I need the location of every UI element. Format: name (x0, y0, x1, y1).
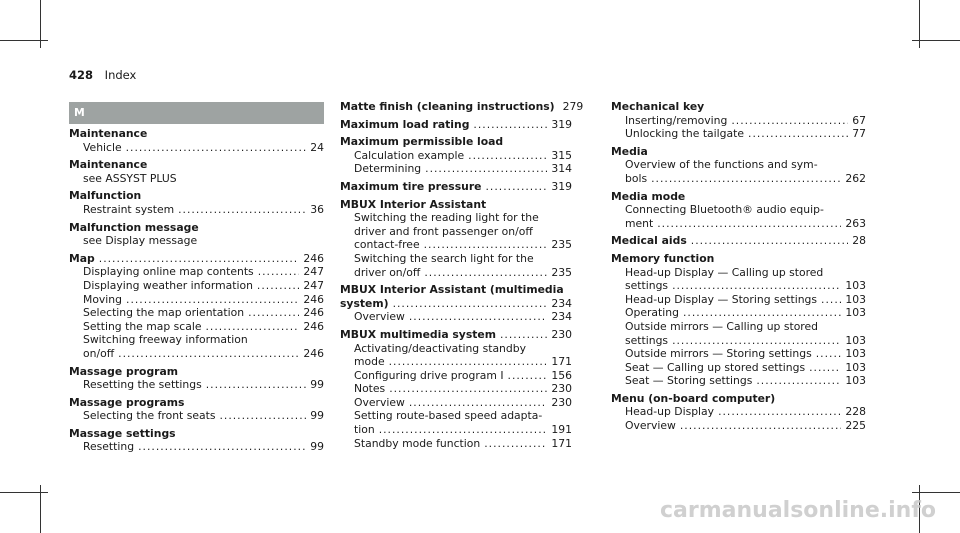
subentry-text: Resetting (83, 440, 135, 454)
index-entry (69, 396, 324, 423)
index-subentry (69, 265, 324, 279)
index-entry-heading (69, 127, 324, 141)
index-subentry (340, 342, 572, 356)
entries (340, 100, 584, 450)
subentry-text: driver and front passenger on/off (354, 224, 533, 238)
subentry-text: Displaying weather information (83, 278, 253, 292)
index-column-3 (611, 100, 866, 437)
subentry-text: tion (354, 423, 375, 437)
page-ref[interactable]: 235 (551, 238, 572, 252)
leader-dots (672, 334, 841, 348)
crop-mark (912, 492, 960, 493)
leader-dots (473, 118, 547, 132)
subentry-text: Head-up Display — Calling up stored (625, 265, 824, 279)
page-ref[interactable]: 235 (551, 265, 572, 279)
leader-dots (393, 297, 548, 311)
subentry-text: Notes (354, 382, 386, 396)
index-subentry (611, 334, 866, 348)
index-entry (611, 145, 866, 186)
leader-dots (748, 127, 848, 141)
subentry-text: on/off (83, 346, 115, 360)
leader-dots (389, 355, 548, 369)
index-subentry (340, 310, 572, 324)
page-header (69, 68, 136, 82)
heading-text: Maximum permissible load (340, 135, 504, 149)
index-subentry (340, 225, 572, 239)
index-subentry (340, 252, 572, 266)
page-ref[interactable]: 246 (303, 346, 324, 360)
page-ref[interactable]: 230 (551, 327, 572, 341)
page-ref[interactable]: 246 (303, 251, 324, 265)
subentry-text: Displaying online map contents (83, 265, 254, 279)
index-subentry (69, 347, 324, 361)
page-ref[interactable]: 230 (551, 382, 572, 396)
page-number: 428 (69, 68, 94, 82)
index-entry (611, 234, 866, 248)
page-ref[interactable]: 99 (310, 409, 324, 423)
index-subentry (340, 355, 572, 369)
page-title: Index (104, 68, 137, 82)
page-ref[interactable]: 234 (551, 310, 572, 324)
subentry-text: Unlocking the tailgate (625, 127, 745, 141)
index-entry (611, 392, 866, 433)
index-subentry (340, 149, 572, 163)
index-subentry (611, 405, 866, 419)
leader-dots (409, 396, 548, 410)
subentry-text: Outside mirrors — Storing settings (625, 347, 812, 361)
leader-dots (178, 203, 306, 217)
leader-dots (126, 293, 299, 307)
leader-dots (809, 361, 841, 375)
heading-text: Maximum load rating (340, 117, 470, 131)
subentry-text: Determining (354, 162, 422, 176)
index-subentry (69, 440, 324, 454)
heading-text: Massage program (69, 364, 179, 378)
index-entry (340, 135, 572, 176)
page-ref[interactable]: 314 (551, 162, 572, 176)
page-ref[interactable]: 77 (852, 127, 866, 141)
subentry-text: Switching the search light for the (354, 251, 534, 265)
index-subentry (340, 238, 572, 252)
subentry-text: Selecting the front seats (83, 409, 216, 423)
page-ref[interactable]: 246 (303, 306, 324, 320)
index-subentry (611, 217, 866, 231)
subentry-text: Overview (354, 310, 405, 324)
page-ref[interactable]: 319 (551, 179, 572, 193)
subentry-text: Seat — Storing settings (625, 374, 753, 388)
heading-text: Maintenance (69, 127, 148, 140)
index-entry (69, 252, 324, 361)
index-entry (69, 221, 324, 248)
subentry-text: Switching freeway information (83, 333, 248, 347)
index-subentry (69, 293, 324, 307)
index-subentry (611, 203, 866, 217)
heading-text: Media mode (611, 189, 686, 203)
heading-text: Massage programs (69, 395, 185, 409)
page-ref[interactable]: 191 (551, 423, 572, 437)
index-subentry (611, 419, 866, 433)
watermark: carmanualsonline.info (660, 498, 936, 523)
index-subentry (611, 320, 866, 334)
leader-dots (389, 382, 547, 396)
index-subentry (611, 266, 866, 280)
page-ref[interactable]: 234 (551, 296, 572, 310)
heading-text: system) (340, 296, 389, 310)
index-entry-heading (69, 427, 324, 441)
page-ref[interactable]: 103 (845, 360, 866, 374)
index-entry-heading (340, 100, 584, 114)
index-entry (340, 100, 584, 114)
subentry-text: Restraint system (83, 202, 175, 216)
leader-dots (258, 265, 300, 279)
page-ref[interactable]: 103 (845, 347, 866, 361)
page-ref[interactable]: 99 (310, 440, 324, 454)
leader-dots (219, 409, 306, 423)
leader-dots (379, 423, 548, 437)
crop-mark (912, 40, 960, 41)
crop-mark (0, 492, 48, 493)
index-subentry (340, 211, 572, 225)
index-entry (611, 190, 866, 231)
leader-dots (718, 405, 841, 419)
subentry-text: Operating (625, 306, 679, 320)
leader-dots (500, 328, 547, 342)
leader-dots (821, 293, 841, 307)
index-entry-heading (340, 180, 572, 194)
index-subentry (69, 378, 324, 392)
page-ref[interactable]: 315 (551, 148, 572, 162)
index-entry-heading (69, 221, 324, 235)
leader-dots (424, 238, 548, 252)
leader-dots (651, 172, 841, 186)
index-entry (69, 189, 324, 216)
subentry-text: Switching the reading light for the (354, 211, 539, 225)
page-ref[interactable]: 225 (845, 419, 866, 433)
subentry-text: Standby mode function (354, 436, 481, 450)
section-letter: M (74, 106, 85, 119)
subentry-text: see Display message (83, 234, 198, 248)
page-ref[interactable]: 67 (852, 113, 866, 127)
subentry-text: Overview (354, 395, 405, 409)
entries (69, 127, 324, 454)
index-subentry (69, 306, 324, 320)
heading-text: MBUX Interior Assistant (multimedia (340, 283, 564, 297)
subentry-text: see ASSYST PLUS (83, 171, 177, 185)
leader-dots (257, 279, 299, 293)
page-ref[interactable]: 263 (845, 216, 866, 230)
leader-dots (756, 374, 841, 388)
leader-dots (816, 347, 842, 361)
index-subentry (611, 114, 866, 128)
section-letter-bar (69, 102, 324, 124)
index-entry-heading (340, 118, 572, 132)
subentry-text: Setting the map scale (83, 319, 202, 333)
heading-text: Mechanical key (611, 100, 705, 113)
heading-text: Menu (on-board computer) (611, 391, 776, 405)
page-ref[interactable]: 279 (562, 100, 584, 113)
index-subentry (69, 203, 324, 217)
subentry-text: Configuring drive program I (354, 368, 504, 382)
leader-dots (680, 419, 842, 433)
index-subentry (340, 396, 572, 410)
index-entry (340, 328, 572, 450)
page-ref[interactable]: 103 (845, 279, 866, 293)
page-ref[interactable]: 99 (310, 378, 324, 392)
subentry-text: Selecting the map orientation (83, 306, 245, 320)
leader-dots (206, 378, 307, 392)
page-ref[interactable]: 228 (845, 405, 866, 419)
heading-text: Malfunction message (69, 220, 199, 234)
index-subentry (340, 162, 572, 176)
index-entry-heading (611, 190, 866, 204)
subentry-text: Calculation example (354, 148, 465, 162)
leader-dots (205, 320, 299, 334)
index-subentry (340, 423, 572, 437)
index-subentry (69, 279, 324, 293)
index-entry-heading (69, 189, 324, 203)
index-entry (69, 158, 324, 185)
heading-text: Massage settings (69, 426, 176, 440)
leader-dots (424, 266, 547, 280)
subentry-text: Connecting Bluetooth® audio equip- (625, 203, 824, 217)
page-ref[interactable]: 156 (551, 368, 572, 382)
index-entry (340, 180, 572, 194)
index-subentry (611, 374, 866, 388)
page-ref[interactable]: 246 (303, 292, 324, 306)
leader-dots (672, 279, 841, 293)
subentry-text: Setting route-based speed adapta- (354, 409, 543, 423)
index-entry (69, 365, 324, 392)
index-subentry (340, 437, 572, 451)
index-entry-heading (340, 135, 572, 149)
page-ref[interactable]: 262 (845, 171, 866, 185)
heading-text: Maintenance (69, 158, 148, 172)
leader-dots (683, 306, 841, 320)
page-ref[interactable]: 103 (845, 306, 866, 320)
subentry-text: Activating/deactivating standby (354, 341, 527, 355)
leader-dots (126, 141, 307, 155)
page-ref[interactable]: 171 (551, 355, 572, 369)
index-entry-heading (611, 100, 866, 114)
index-subentry (69, 333, 324, 347)
subentry-text: driver on/off (354, 265, 421, 279)
subentry-text: Vehicle (83, 140, 122, 154)
index-entry-heading (69, 365, 324, 379)
subentry-text: Head-up Display — Storing settings (625, 292, 818, 306)
index-entry-heading (340, 283, 572, 297)
index-entry-heading (611, 145, 866, 159)
page-ref[interactable]: 103 (845, 292, 866, 306)
index-entry (611, 100, 866, 141)
index-entry-heading (611, 252, 866, 266)
page-ref[interactable]: 230 (551, 395, 572, 409)
leader-dots (248, 306, 299, 320)
index-entry (340, 297, 572, 324)
index-entry-heading (340, 328, 572, 342)
index-subentry (340, 409, 572, 423)
leader-dots (657, 217, 841, 231)
leader-dots (731, 114, 848, 128)
page-ref[interactable]: 103 (845, 374, 866, 388)
index-entry (340, 283, 572, 297)
leader-dots (138, 440, 306, 454)
subentry-text: settings (625, 279, 669, 293)
index-subentry (69, 409, 324, 423)
leader-dots (99, 252, 300, 266)
index-subentry (611, 306, 866, 320)
subentry-text: Outside mirrors — Calling up stored (625, 319, 818, 333)
index-subentry (611, 279, 866, 293)
page-ref[interactable]: 36 (310, 202, 324, 216)
index-subentry (69, 172, 324, 186)
page-ref[interactable]: 247 (303, 265, 324, 279)
subentry-text: settings (625, 333, 669, 347)
index-subentry (611, 158, 866, 172)
index-entry (69, 127, 324, 154)
page-ref[interactable]: 24 (310, 140, 324, 154)
heading-text: Map (69, 251, 95, 265)
heading-text: MBUX multimedia system (340, 327, 496, 341)
index-subentry (340, 369, 572, 383)
leader-dots (691, 234, 848, 248)
index-column-1 (69, 100, 324, 458)
index-column-2 (340, 100, 584, 454)
index-entry-heading (69, 252, 324, 266)
leader-dots (508, 369, 548, 383)
index-entry-heading (69, 158, 324, 172)
page-ref[interactable]: 319 (551, 117, 572, 131)
subentry-text: mode (354, 355, 385, 369)
entries (611, 100, 866, 433)
subentry-text: Overview (625, 419, 676, 433)
subentry-text: Seat — Calling up stored settings (625, 360, 806, 374)
subentry-text: ment (625, 216, 654, 230)
heading-text: Malfunction (69, 189, 142, 203)
page-ref[interactable]: 171 (551, 436, 572, 450)
heading-text: Medical aids (611, 234, 687, 248)
index-subentry (611, 293, 866, 307)
leader-dots (409, 310, 548, 324)
index-entry (340, 198, 572, 280)
leader-dots (425, 162, 547, 176)
subentry-text: Overview of the functions and sym- (625, 158, 818, 172)
heading-text: Maximum tire pressure (340, 179, 482, 193)
index-subentry (611, 347, 866, 361)
index-entry (611, 252, 866, 388)
index-subentry (340, 266, 572, 280)
leader-dots (118, 347, 299, 361)
index-subentry (69, 320, 324, 334)
subentry-text: Resetting the settings (83, 378, 202, 392)
index-subentry (611, 361, 866, 375)
index-entry-heading (69, 396, 324, 410)
page-ref[interactable]: 28 (852, 234, 866, 248)
crop-mark (0, 40, 48, 41)
subentry-text: contact-free (354, 238, 420, 252)
index-subentry (611, 172, 866, 186)
subentry-text: bols (625, 171, 648, 185)
index-entry-heading (340, 198, 572, 212)
index-subentry (69, 234, 324, 248)
heading-text: Media (611, 144, 648, 158)
leader-dots (468, 149, 547, 163)
heading-text: Matte finish (cleaning instructions) (340, 100, 555, 113)
index-subentry (611, 127, 866, 141)
index-entry (340, 118, 572, 132)
index-entry-heading (611, 234, 866, 248)
subentry-text: Head-up Display (625, 405, 715, 419)
index-entry-heading (611, 392, 866, 406)
leader-dots (484, 437, 547, 451)
index-entry (69, 427, 324, 454)
page-ref[interactable]: 247 (303, 278, 324, 292)
subentry-text: Moving (83, 292, 123, 306)
heading-text: MBUX Interior Assistant (340, 197, 487, 211)
subentry-text: Inserting/removing (625, 113, 728, 127)
index-entry-heading (340, 297, 572, 311)
index-subentry (69, 141, 324, 155)
heading-text: Memory function (611, 251, 715, 265)
index-subentry (340, 382, 572, 396)
page-ref[interactable]: 246 (303, 319, 324, 333)
page-ref[interactable]: 103 (845, 333, 866, 347)
leader-dots (485, 180, 547, 194)
